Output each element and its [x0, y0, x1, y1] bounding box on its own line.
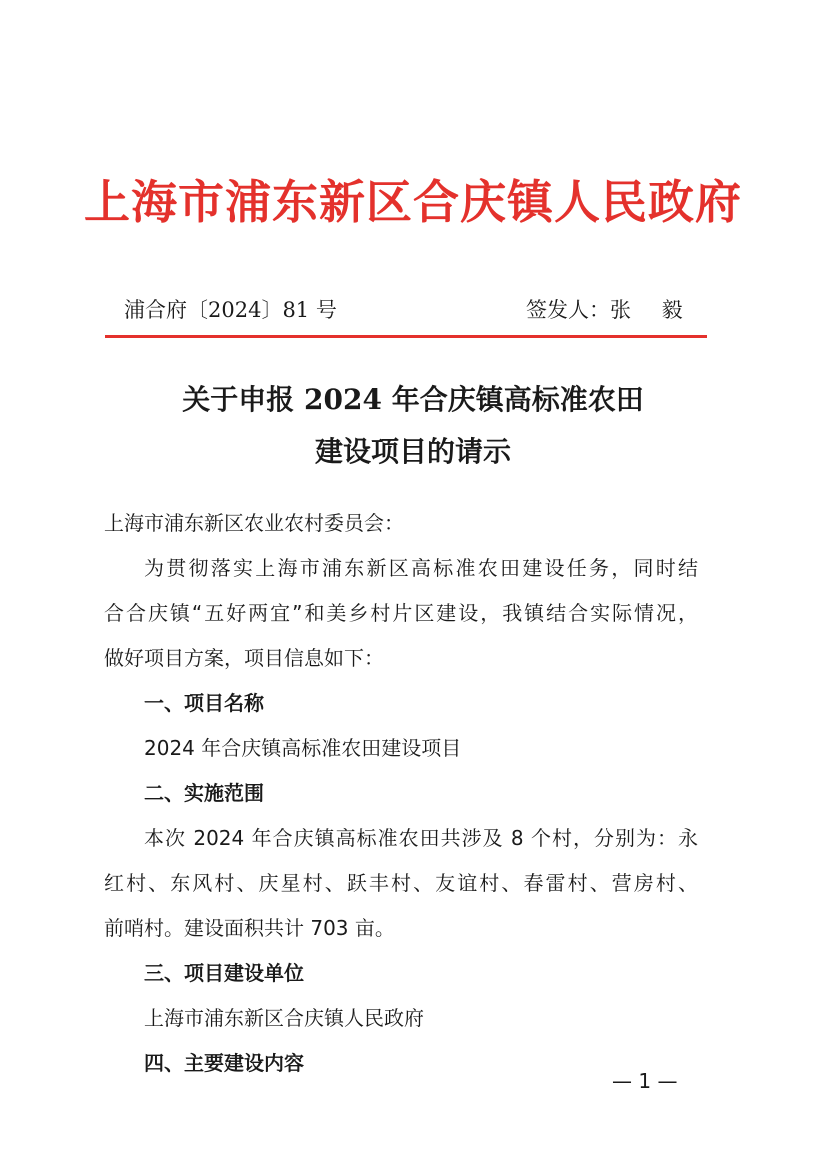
section-2-line-2: 红村、东风村、庆星村、跃丰村、友谊村、春雷村、营房村、 — [104, 871, 698, 895]
issuing-organization-header: 上海市浦东新区合庆镇人民政府 — [84, 175, 742, 229]
document-number: 浦合府〔2024〕81 号 — [124, 298, 337, 322]
section-3-text: 上海市浦东新区合庆镇人民政府 — [144, 1006, 424, 1030]
section-2-line-1: 本次 2024 年合庆镇高标准农田共涉及 8 个村，分别为：永 — [144, 826, 698, 850]
section-2-line-3: 前哨村。建设面积共计 703 亩。 — [104, 916, 395, 940]
intro-line-3: 做好项目方案，项目信息如下： — [104, 646, 384, 670]
addressee: 上海市浦东新区农业农村委员会： — [104, 511, 404, 535]
section-1-heading: 一、项目名称 — [144, 691, 264, 715]
document-title-line-1: 关于申报 2024 年合庆镇高标准农田 — [182, 383, 644, 416]
section-2-heading: 二、实施范围 — [144, 781, 264, 805]
document-title-line-2: 建设项目的请示 — [314, 435, 511, 468]
section-3-heading: 三、项目建设单位 — [144, 961, 304, 985]
page-number: — 1 — — [612, 1069, 678, 1093]
red-separator-line — [105, 335, 707, 338]
issuer-label: 签发人： — [526, 298, 610, 322]
section-1-text: 2024 年合庆镇高标准农田建设项目 — [144, 736, 462, 760]
issuer-name: 张 毅 — [610, 298, 695, 322]
intro-line-2: 合合庆镇“五好两宜”和美乡村片区建设，我镇结合实际情况， — [104, 601, 698, 625]
section-4-heading: 四、主要建设内容 — [144, 1051, 304, 1075]
issuer-block — [526, 294, 695, 326]
intro-line-1: 为贯彻落实上海市浦东新区高标准农田建设任务，同时结 — [144, 556, 698, 580]
